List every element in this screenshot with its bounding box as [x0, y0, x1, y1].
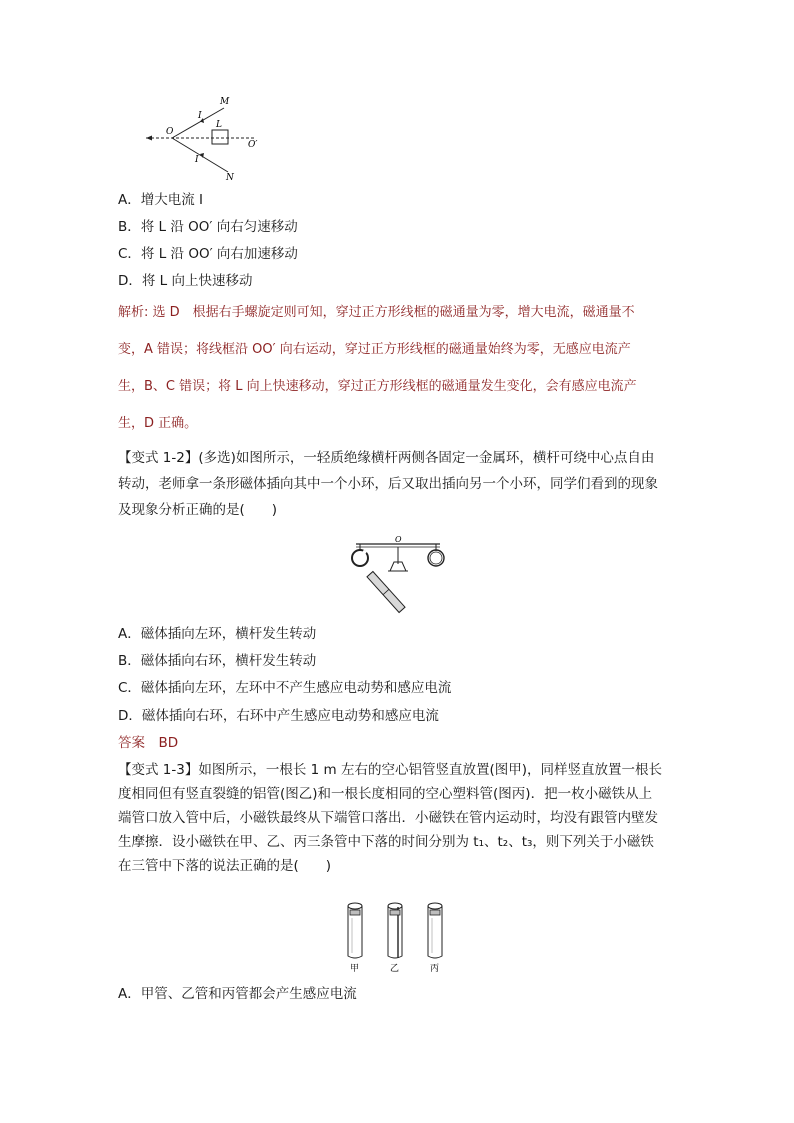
- label-n: N: [226, 173, 234, 183]
- q1-option-d: D．将 L 向上快速移动: [118, 273, 253, 289]
- analysis-line: 解析: 选 D 根据右手螺旋定则可知，穿过正方形线框的磁通量为零，增大电流，磁通量不: [118, 305, 635, 320]
- analysis-line: 变，A 错误；将线框沿 OO′ 向右运动，穿过正方形线框的磁通量始终为零，无感应电流产: [118, 342, 631, 357]
- figure-three-tubes: [340, 898, 450, 974]
- label-o-prime: O′: [248, 140, 258, 150]
- figure-wires-loop: [140, 92, 270, 184]
- tube-label-yi: 乙: [390, 964, 400, 974]
- label-o: O: [166, 127, 174, 137]
- square-loop-l: [212, 130, 228, 144]
- wire-on: [172, 138, 228, 172]
- stem-line: 转动，老师拿一条形磁体插向其中一个小环，后又取出插向另一个小环，同学们看到的现象: [118, 476, 658, 492]
- right-ring-inner: [430, 552, 442, 564]
- stem-line: 度相同但有竖直裂缝的铝管(图乙)和一根长度相同的空心塑料管(图丙)．把一枚小磁铁从上: [118, 786, 653, 802]
- analysis-line: 生，B、C 错误；将 L 向上快速移动，穿过正方形线框的磁通量发生变化，会有感应电流产: [118, 379, 637, 394]
- q2-stem: [118, 449, 678, 519]
- q3-stem: [118, 761, 678, 875]
- figure-crossbar-rings: [344, 534, 454, 618]
- q2-answer: 答案 BD: [118, 735, 179, 751]
- magnet-yi: [390, 910, 400, 915]
- tube-yi: [388, 903, 402, 958]
- analysis-line: 生，D 正确。: [118, 416, 198, 431]
- stem-line: 【变式 1-3】如图所示，一根长 1 m 左右的空心铝管竖直放置(图甲)，同样竖直放置一根长: [118, 762, 662, 778]
- q2-option-b: B．磁体插向右环，横杆发生转动: [118, 653, 317, 669]
- q1-option-a: A．增大电流 I: [118, 192, 204, 208]
- magnet-bing: [430, 910, 440, 915]
- tube-jia: [348, 903, 362, 958]
- q2-option-d: D．磁体插向右环，右环中产生感应电动势和感应电流: [118, 708, 439, 724]
- stem-line: 端管口放入管中后，小磁铁最终从下端管口落出．小磁铁在管内运动时，均没有跟管内壁发: [118, 810, 658, 826]
- stem-line: 及现象分析正确的是( ): [118, 502, 278, 518]
- q3-option-a: A．甲管、乙管和丙管都会产生感应电流: [118, 986, 357, 1002]
- q1-analysis: [118, 304, 678, 433]
- q2-option-a: A．磁体插向左环，横杆发生转动: [118, 626, 317, 642]
- pivot-label-o: O: [395, 535, 402, 544]
- bar-magnet: [367, 571, 405, 612]
- stem-line: 【变式 1-2】(多选)如图所示，一轻质绝缘横杆两侧各固定一金属环，横杆可绕中心点自由: [118, 450, 655, 466]
- tube-label-bing: 丙: [430, 964, 440, 974]
- left-ring-gap: [363, 551, 366, 553]
- label-m: M: [220, 97, 230, 107]
- tube-bing: [428, 903, 442, 958]
- magnet-jia: [350, 910, 360, 915]
- q2-option-c: C．磁体插向左环，左环中不产生感应电动势和感应电流: [118, 680, 452, 696]
- stem-line: 在三管中下落的说法正确的是( ): [118, 858, 332, 874]
- stem-line: 生摩擦．设小磁铁在甲、乙、丙三条管中下落的时间分别为 t₁、t₂、t₃，则下列关于小磁铁: [118, 834, 654, 850]
- tube-label-jia: 甲: [350, 964, 360, 974]
- label-l: L: [216, 120, 222, 130]
- q1-option-c: C．将 L 沿 OO′ 向右加速移动: [118, 246, 298, 262]
- arrowhead-left: [146, 136, 152, 141]
- q1-option-b: B．将 L 沿 OO′ 向右匀速移动: [118, 219, 298, 235]
- label-i-top: I: [198, 111, 202, 121]
- label-i-bottom: I: [195, 155, 199, 165]
